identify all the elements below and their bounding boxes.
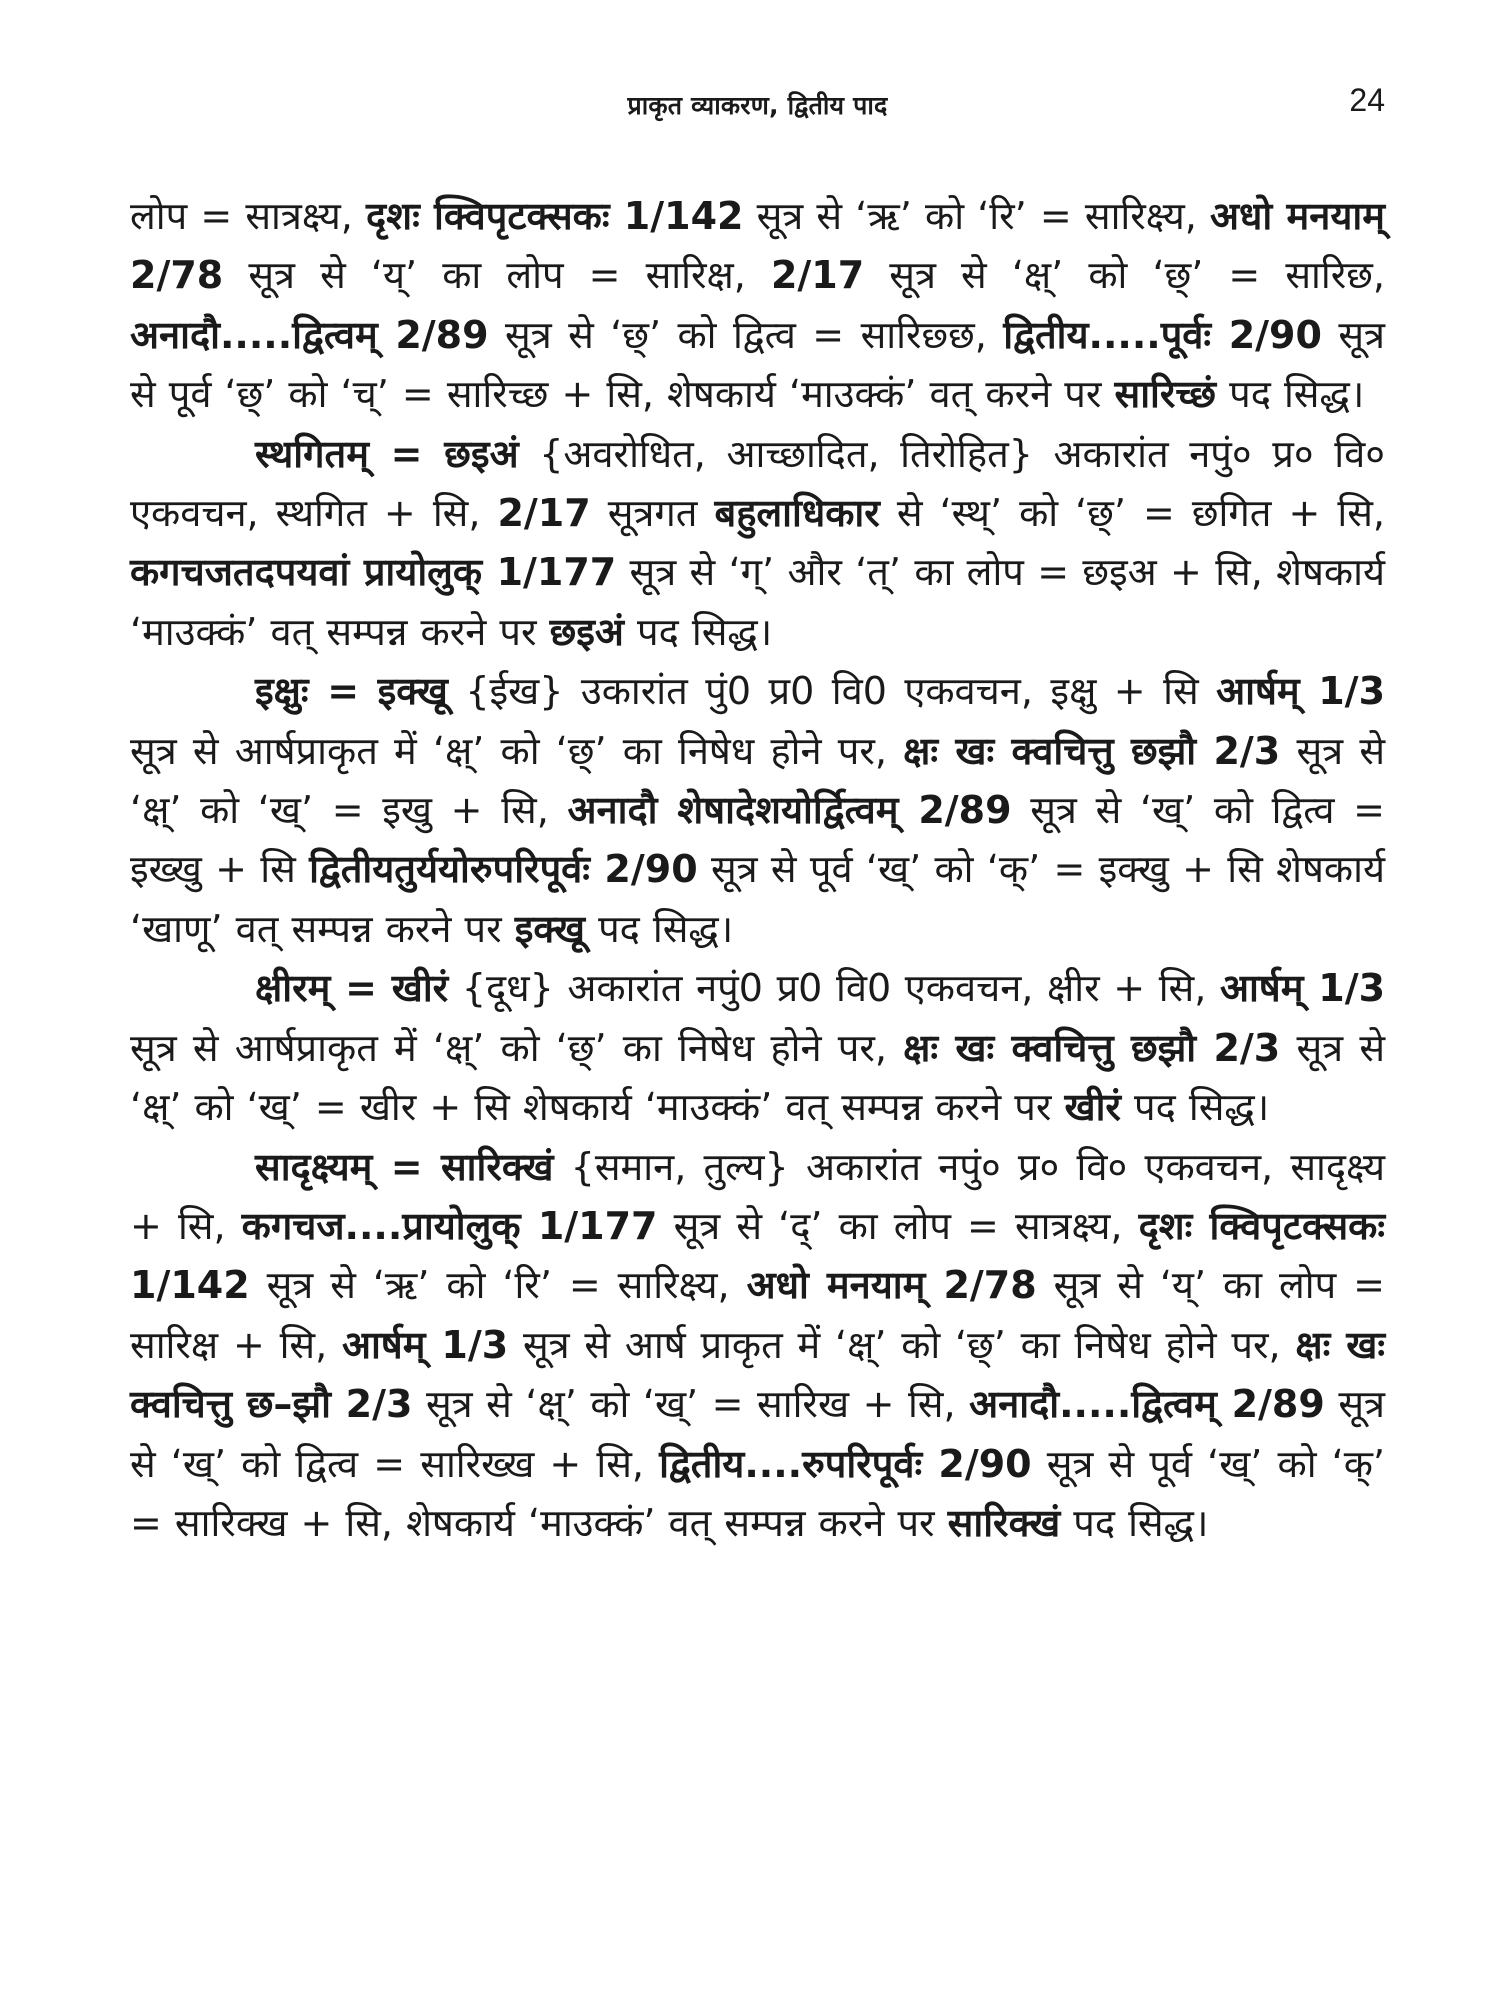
text-run: सूत्रगत <box>590 491 715 536</box>
bold-term: 2/17 <box>497 491 591 536</box>
bold-term: अनादौ.....द्वित्वम् 2/89 <box>130 312 489 357</box>
bold-term: सारिक्खं <box>947 1500 1061 1545</box>
text-run: सूत्र से ‘ग्’ और ‘त्’ का लोप = छइअ + सि, शेषकार्य ‘माउक्कं’ वत् सम्पन्न करने पर <box>130 550 1385 654</box>
bold-term: अधो मनयाम् 2/78 <box>130 194 1385 298</box>
text-run: सूत्र से आर्ष प्राकृत में ‘क्ष्’ को ‘छ्’ का निषेध होने पर, <box>508 1322 1296 1367</box>
text-run: सूत्र से ‘क्ष्’ को ‘छ्’ = सारिछ, <box>864 253 1385 298</box>
text-run: {अवरोधित, आच्छादित, तिरोहित} अकारांत नपुं० प्र० वि० एकवचन, स्थगित + सि, <box>130 431 1385 536</box>
running-title: प्राकृत व्याकरण, द्वितीय पाद <box>627 91 888 120</box>
text-run: सूत्र से ‘ऋ’ को ‘रि’ = सारिक्ष्य, <box>743 194 1210 238</box>
text-run: पद सिद्ध। <box>584 906 734 951</box>
bold-term: बहुलाधिकार <box>714 491 880 536</box>
text-run: सूत्र से ‘क्ष्’ को ‘ख्’ = इखु + सि, <box>130 728 1386 833</box>
bold-term: दृशः क्विपृटक्सकः 1/142 <box>366 194 744 238</box>
bold-term: सारिच्छं <box>1114 372 1217 417</box>
text-run: {ईख} उकारांत पुं0 प्र0 वि0 एकवचन, इक्षु + सि <box>447 669 1217 714</box>
bold-term: द्वितीय.....पूर्वः 2/90 <box>1003 312 1322 357</box>
bold-term: आर्षम् 1/3 <box>1219 966 1386 1011</box>
text-run: सूत्र से पूर्व ‘ख्’ को ‘क्’ = सारिक्ख + सि, शेषकार्य ‘माउक्कं’ वत् सम्पन्न करने पर <box>130 1441 1385 1545</box>
text-run: {समान, तुल्य} अकारांत नपुं० प्र० वि० एकवचन, सादृक्ष्य + सि, <box>130 1144 1385 1248</box>
text-run: सूत्र से पूर्व ‘ख्’ को ‘क्’ = इक्खु + सि शेषकार्य ‘खाणू’ वत् सम्पन्न करने पर <box>130 847 1385 951</box>
bold-term: आर्षम् 1/3 <box>1216 669 1386 714</box>
bold-term: द्वितीय....रुपरिपूर्वः 2/90 <box>659 1441 1032 1486</box>
text-run: सूत्र से ‘ख्’ को द्वित्व = सारिख्ख + सि, <box>130 1382 1385 1486</box>
text-run: पद सिद्ध। <box>1216 372 1365 417</box>
bold-term: क्षीरम् = खीरं <box>255 966 449 1011</box>
text-run: सूत्र से पूर्व ‘छ्’ को ‘च्’ = सारिच्छ + सि, शेषकार्य ‘माउक्कं’ वत् करने पर <box>130 312 1385 417</box>
bold-term: कगचजतदपयवां प्रायोलुक् 1/177 <box>130 550 617 595</box>
paragraph <box>130 425 1385 663</box>
text-run: से ‘स्थ्’ को ‘छ्’ = छगित + सि, <box>879 491 1385 536</box>
bold-term: इक्षुः = इक्खू <box>255 669 448 714</box>
bold-term: दृशः क्विपृटक्सकः 1/142 <box>130 1203 1386 1308</box>
page-body <box>130 187 1385 1553</box>
text-run: {दूध} अकारांत नपुं0 प्र0 वि0 एकवचन, क्षीर + सि, <box>448 966 1220 1011</box>
bold-term: द्वितीयतुर्ययोरुपरिपूर्वः 2/90 <box>309 847 698 892</box>
page-header <box>130 0 1385 120</box>
text-run: सूत्र से ‘क्ष्’ को ‘ख्’ = खीर + सि शेषकार्य ‘माउक्कं’ वत् सम्पन्न करने पर <box>130 1025 1386 1130</box>
bold-term: छइअं <box>549 609 624 654</box>
text-run: सूत्र से ‘ख्’ को द्वित्व = इख्खु + सि <box>130 788 1386 892</box>
text-run: सूत्र से आर्षप्राकृत में ‘क्ष्’ को ‘छ्’ का निषेध होने पर, <box>130 728 904 773</box>
page-number: 24 <box>1349 82 1385 118</box>
bold-term: अनादौ.....द्वित्वम् 2/89 <box>969 1382 1325 1427</box>
text-run: सूत्र से ‘छ्’ को द्वित्व = सारिछ्छ, <box>488 312 1004 357</box>
text-run: पद सिद्ध। <box>1120 1085 1270 1130</box>
bold-term: खीरं <box>1064 1085 1121 1130</box>
text-run: पद सिद्ध। <box>623 609 773 654</box>
bold-term: आर्षम् 1/3 <box>341 1322 509 1367</box>
text-run: सूत्र से ‘द्’ का लोप = सात्रक्ष्य, <box>657 1203 1139 1248</box>
text-run: सूत्र से ‘य्’ का लोप = सारिक्ष + सि, <box>130 1263 1385 1367</box>
paragraph <box>130 1138 1385 1554</box>
text-run: लोप = सात्रक्ष्य, <box>130 194 367 238</box>
bold-term: स्थगितम् = छइअं <box>255 431 519 476</box>
text-run: पद सिद्ध। <box>1060 1500 1209 1545</box>
bold-term: इक्खू <box>514 906 585 951</box>
bold-term: क्षः खः क्वचित्तु छ–झौ 2/3 <box>130 1322 1385 1427</box>
bold-term: क्षः खः क्वचित्तु छझौ 2/3 <box>903 1025 1281 1070</box>
bold-term: अनादौ शेषादेशयोर्द्वित्वम् 2/89 <box>567 788 1012 833</box>
bold-term: अधो मनयाम् 2/78 <box>746 1263 1037 1308</box>
text-run: सूत्र से ‘ऋ’ को ‘रि’ = सारिक्ष्य, <box>249 1263 747 1308</box>
bold-term: 2/17 <box>770 253 865 298</box>
text-run: सूत्र से ‘य्’ का लोप = सारिक्ष, <box>223 253 771 298</box>
paragraph <box>130 187 1385 425</box>
text-run: सूत्र से आर्षप्राकृत में ‘क्ष्’ को ‘छ्’ का निषेध होने पर, <box>130 1025 904 1070</box>
bold-term: कगचज....प्रायोलुक् 1/177 <box>241 1203 658 1248</box>
paragraph <box>130 959 1385 1137</box>
bold-term: सादृक्ष्यम् = सारिक्खं <box>255 1144 554 1189</box>
text-run: सूत्र से ‘क्ष्’ को ‘ख्’ = सारिख + सि, <box>412 1382 970 1427</box>
bold-term: क्षः खः क्वचित्तु छझौ 2/3 <box>903 728 1281 773</box>
paragraph <box>130 662 1385 959</box>
